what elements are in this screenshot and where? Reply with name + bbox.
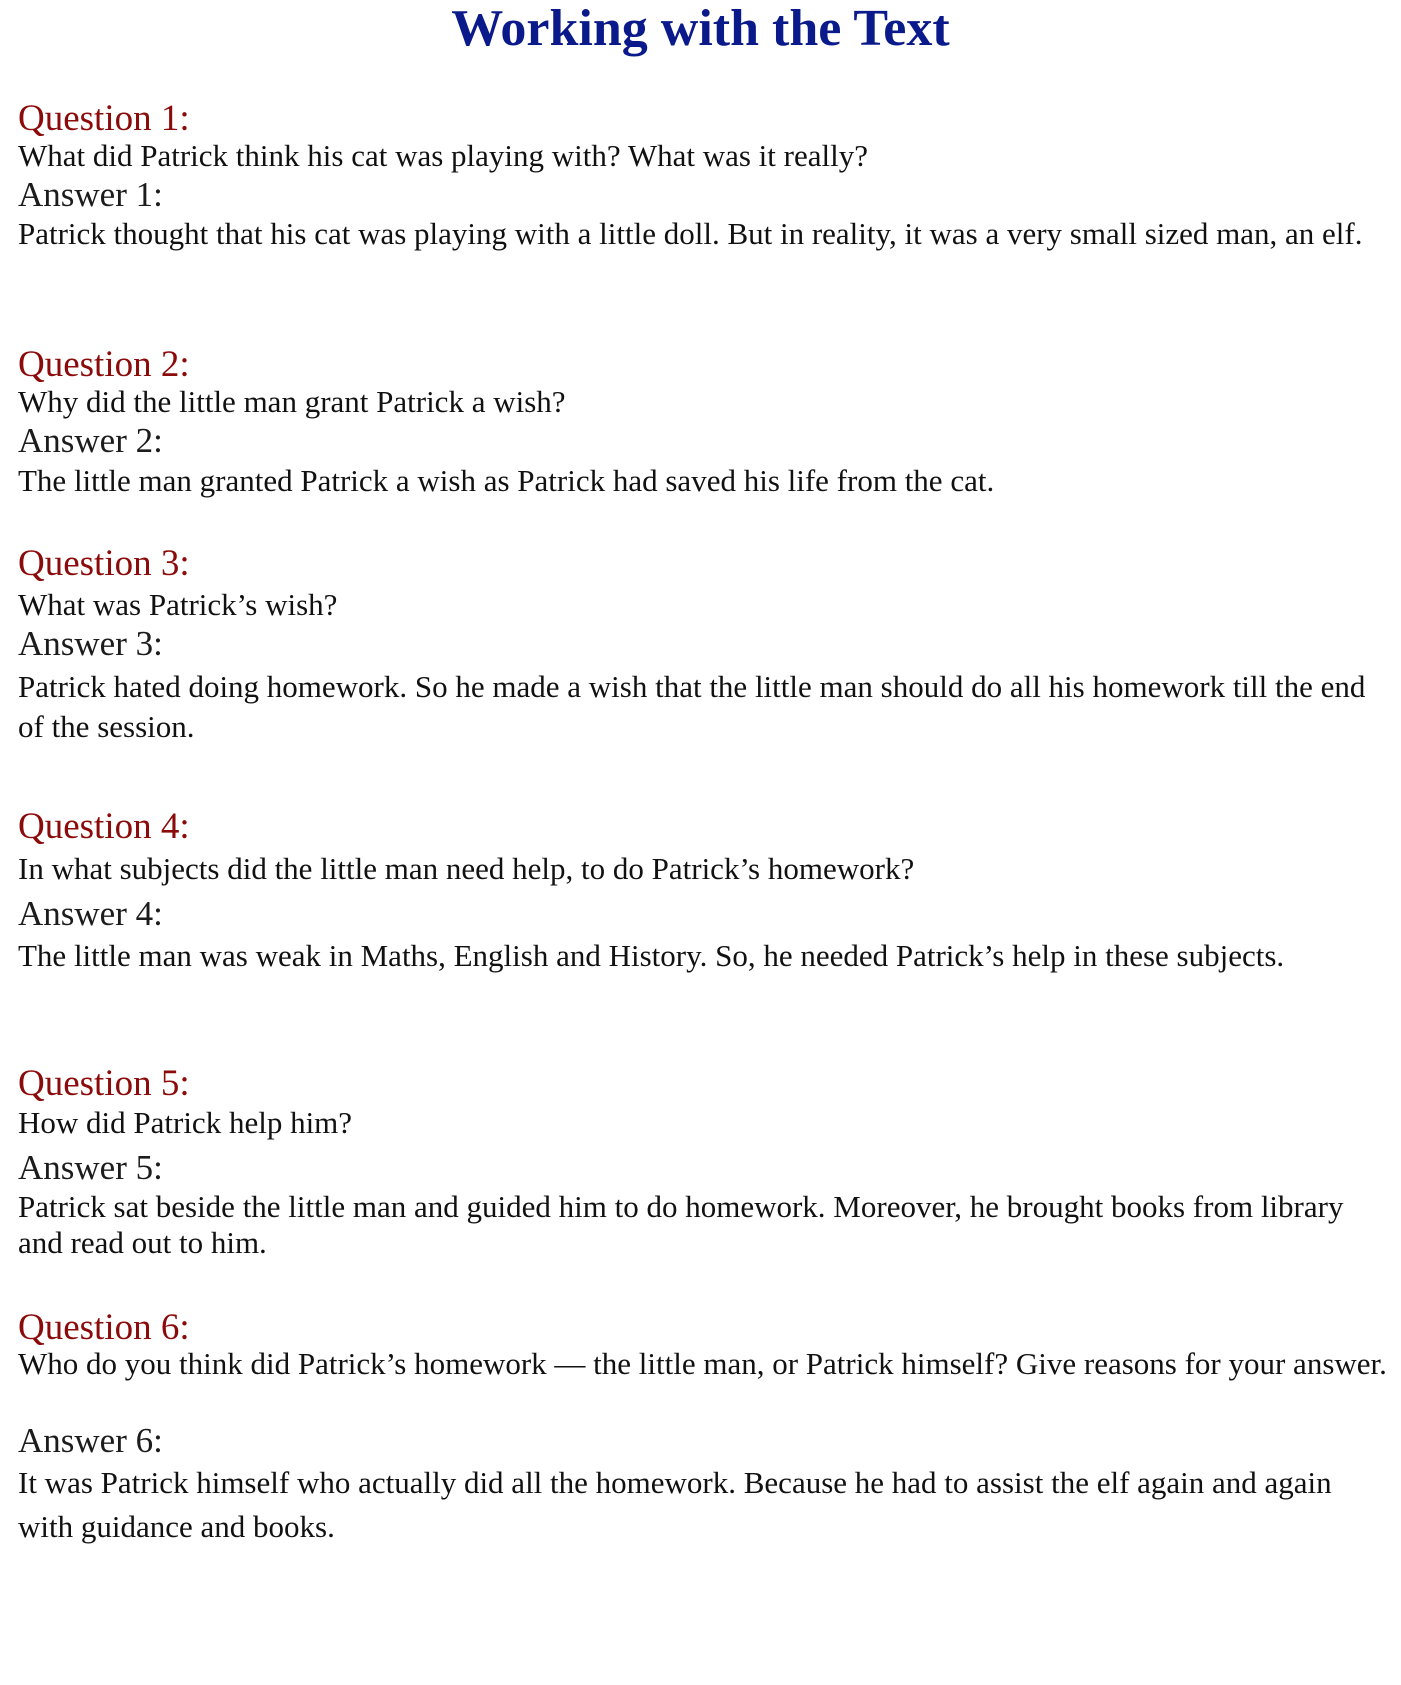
answer-4-label: Answer 4: — [18, 894, 163, 933]
answer-2-label: Answer 2: — [18, 421, 163, 460]
question-4-text: In what subjects did the little man need help, to do Patrick’s homework? — [18, 851, 915, 886]
answer-1-label: Answer 1: — [18, 175, 163, 214]
answer-6-label: Answer 6: — [18, 1421, 163, 1460]
question-3-label: Question 3: — [18, 543, 190, 584]
question-1-label: Question 1: — [18, 98, 190, 139]
answer-5-label: Answer 5: — [18, 1148, 163, 1187]
answer-5-text: Patrick sat beside the little man and guided him to do homework. Moreover, he brought books from library and read out to him. — [18, 1189, 1344, 1260]
answer-3-label: Answer 3: — [18, 624, 163, 663]
answer-1-text: Patrick thought that his cat was playing with a little doll. But in reality, it was a very small sized man, an elf. — [18, 216, 1363, 251]
answer-2-text: The little man granted Patrick a wish as Patrick had saved his life from the cat. — [18, 463, 995, 498]
question-5-label: Question 5: — [18, 1063, 190, 1104]
question-4-label: Question 4: — [18, 806, 190, 847]
answer-4-text: The little man was weak in Maths, English and History. So, he needed Patrick’s help in these subjects. — [18, 938, 1285, 973]
answer-3-text: Patrick hated doing homework. So he made a wish that the little man should do all his homework till the end of the session. — [18, 669, 1366, 744]
question-3-text: What was Patrick’s wish? — [18, 587, 338, 622]
question-5-text: How did Patrick help him? — [18, 1105, 353, 1140]
question-2-label: Question 2: — [18, 344, 190, 385]
page-title: Working with the Text — [451, 0, 950, 57]
question-1-text: What did Patrick think his cat was playing with? What was it really? — [18, 138, 868, 173]
answer-6-text: It was Patrick himself who actually did all the homework. Because he had to assist the elf again and again with guidance and books. — [18, 1465, 1332, 1544]
question-6-label: Question 6: — [18, 1307, 190, 1348]
question-6-text: Who do you think did Patrick’s homework — the little man, or Patrick himself? Give reasons for your answer. — [18, 1346, 1387, 1381]
question-2-text: Why did the little man grant Patrick a wish? — [18, 384, 566, 419]
